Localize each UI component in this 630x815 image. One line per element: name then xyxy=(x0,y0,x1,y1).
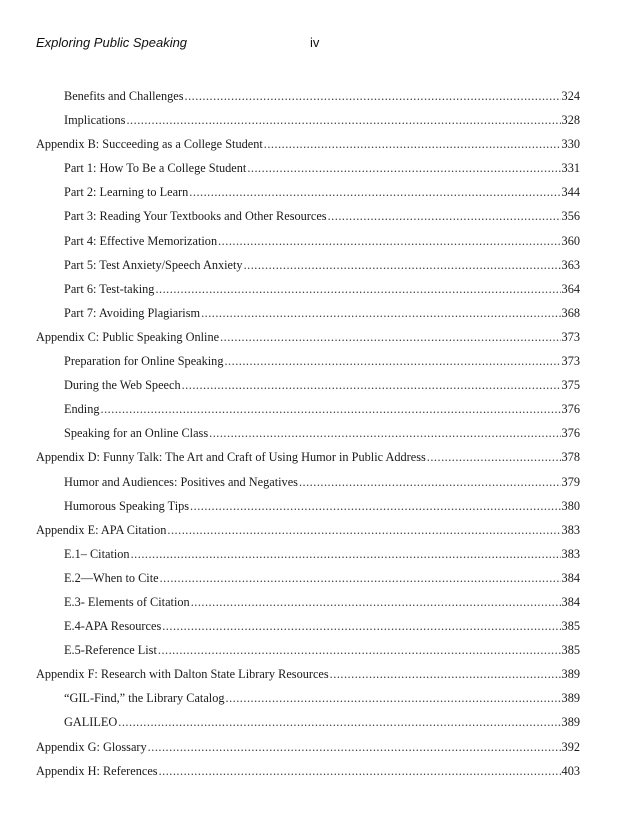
toc-entry[interactable] xyxy=(36,566,580,590)
book-title: Exploring Public Speaking xyxy=(36,35,188,50)
toc-entry[interactable] xyxy=(36,108,580,132)
toc-entry-page: 389 xyxy=(561,667,580,682)
toc-entry-title: Part 5: Test Anxiety/Speech Anxiety xyxy=(64,257,243,272)
dot-leader xyxy=(201,301,560,325)
toc-entry-title: During the Web Speech xyxy=(64,378,181,393)
dot-leader xyxy=(330,662,561,686)
toc-entry[interactable] xyxy=(36,638,580,662)
toc-entry-title: Appendix D: Funny Talk: The Art and Craft of Using Humor in Public Address xyxy=(36,450,426,465)
toc-entry-page: 385 xyxy=(561,619,580,634)
dot-leader xyxy=(247,156,560,180)
dot-leader xyxy=(328,204,561,228)
toc-entry[interactable] xyxy=(36,759,580,783)
toc-entry-page: 392 xyxy=(561,739,580,754)
toc-entry-title: Part 6: Test-taking xyxy=(64,281,155,296)
toc-entry-title: GALILEO xyxy=(64,715,118,730)
toc-entry[interactable] xyxy=(36,349,580,373)
dot-leader xyxy=(185,84,561,108)
toc-entry-page: 356 xyxy=(561,209,580,224)
toc-entry[interactable] xyxy=(36,445,580,469)
toc-entry-page: 373 xyxy=(561,329,580,344)
toc-entry-page: 375 xyxy=(561,378,580,393)
dot-leader xyxy=(220,325,560,349)
toc-entry-page: 373 xyxy=(561,354,580,369)
dot-leader xyxy=(264,132,561,156)
toc-entry-title: Part 1: How To Be a College Student xyxy=(64,161,247,176)
dot-leader xyxy=(226,686,561,710)
toc-entry[interactable] xyxy=(36,325,580,349)
toc-entry-page: 383 xyxy=(561,546,580,561)
toc-entry[interactable] xyxy=(36,180,580,204)
dot-leader xyxy=(131,542,561,566)
dot-leader xyxy=(209,421,560,445)
dot-leader xyxy=(191,590,561,614)
toc-entry-page: 389 xyxy=(561,691,580,706)
toc-entry-title: Speaking for an Online Class xyxy=(64,426,209,441)
toc-entry[interactable] xyxy=(36,686,580,710)
toc-entry[interactable] xyxy=(36,590,580,614)
toc-entry-title: E.2—When to Cite xyxy=(64,570,159,585)
toc-entry-page: 364 xyxy=(561,281,580,296)
toc-entry-page: 331 xyxy=(561,161,580,176)
toc-entry-page: 403 xyxy=(561,763,580,778)
toc-entry[interactable] xyxy=(36,470,580,494)
dot-leader xyxy=(427,445,561,469)
dot-leader xyxy=(218,229,560,253)
page-header xyxy=(36,35,594,55)
dot-leader xyxy=(162,614,560,638)
toc-entry[interactable] xyxy=(36,229,580,253)
toc-entry-title: E.4-APA Resources xyxy=(64,619,162,634)
toc-entry-page: 384 xyxy=(561,570,580,585)
dot-leader xyxy=(189,180,560,204)
toc-entry[interactable] xyxy=(36,397,580,421)
toc-entry[interactable] xyxy=(36,301,580,325)
toc-entry[interactable] xyxy=(36,614,580,638)
dot-leader xyxy=(148,735,561,759)
toc-entry-page: 324 xyxy=(561,89,580,103)
dot-leader xyxy=(160,566,561,590)
toc-entry[interactable] xyxy=(36,156,580,180)
dot-leader xyxy=(126,108,560,132)
toc-entry-page: 344 xyxy=(561,185,580,200)
toc-entry[interactable] xyxy=(36,84,580,108)
dot-leader xyxy=(190,494,561,518)
toc-entry[interactable] xyxy=(36,542,580,566)
dot-leader xyxy=(182,373,561,397)
toc-entry-title: Humor and Audiences: Positives and Negatives xyxy=(64,474,298,489)
toc-entry-title: E.1– Citation xyxy=(64,546,130,561)
toc-entry[interactable] xyxy=(36,253,580,277)
dot-leader xyxy=(155,277,560,301)
toc-entry-title: Appendix H: References xyxy=(36,763,158,778)
toc-entry-title: Appendix B: Succeeding as a College Student xyxy=(36,137,263,152)
dot-leader xyxy=(244,253,561,277)
toc-entry-title: Benefits and Challenges xyxy=(64,89,184,103)
dot-leader xyxy=(159,759,561,783)
toc-entry[interactable] xyxy=(36,735,580,759)
toc-entry-page: 360 xyxy=(561,233,580,248)
toc-entry-title: Implications xyxy=(64,113,126,128)
toc-entry-title: Appendix G: Glossary xyxy=(36,739,147,754)
toc-entry-page: 380 xyxy=(561,498,580,513)
toc-entry[interactable] xyxy=(36,373,580,397)
dot-leader xyxy=(224,349,560,373)
table-of-contents xyxy=(36,84,580,783)
toc-entry-page: 389 xyxy=(561,715,580,730)
toc-entry-page: 378 xyxy=(561,450,580,465)
toc-entry-page: 379 xyxy=(561,474,580,489)
toc-entry-page: 330 xyxy=(561,137,580,152)
toc-entry-title: Appendix E: APA Citation xyxy=(36,522,167,537)
toc-entry[interactable] xyxy=(36,710,580,734)
toc-entry-page: 376 xyxy=(561,426,580,441)
toc-entry[interactable] xyxy=(36,421,580,445)
toc-entry-title: E.5-Reference List xyxy=(64,643,157,658)
toc-entry-page: 383 xyxy=(561,522,580,537)
toc-entry-title: Part 2: Learning to Learn xyxy=(64,185,189,200)
toc-entry[interactable] xyxy=(36,204,580,228)
toc-entry-page: 376 xyxy=(561,402,580,417)
toc-entry-page: 368 xyxy=(561,305,580,320)
toc-entry-title: Part 7: Avoiding Plagiarism xyxy=(64,305,201,320)
toc-entry-page: 385 xyxy=(561,643,580,658)
dot-leader xyxy=(158,638,561,662)
toc-entry-title: Part 4: Effective Memorization xyxy=(64,233,218,248)
toc-entry-title: Appendix C: Public Speaking Online xyxy=(36,329,220,344)
toc-entry-page: 363 xyxy=(561,257,580,272)
dot-leader xyxy=(101,397,561,421)
toc-entry[interactable] xyxy=(36,494,580,518)
toc-entry-title: Appendix F: Research with Dalton State Library Resources xyxy=(36,667,329,682)
page-number: iv xyxy=(310,35,320,50)
dot-leader xyxy=(299,470,561,494)
toc-entry-title: “GIL-Find,” the Library Catalog xyxy=(64,691,225,706)
dot-leader xyxy=(118,710,560,734)
toc-entry-title: Humorous Speaking Tips xyxy=(64,498,190,513)
toc-entry-title: Preparation for Online Speaking xyxy=(64,354,224,369)
toc-entry[interactable] xyxy=(36,518,580,542)
toc-entry[interactable] xyxy=(36,662,580,686)
toc-entry-page: 384 xyxy=(561,594,580,609)
toc-entry-title: Ending xyxy=(64,402,100,417)
toc-entry-title: Part 3: Reading Your Textbooks and Other Resources xyxy=(64,209,327,224)
dot-leader xyxy=(167,518,560,542)
toc-entry[interactable] xyxy=(36,277,580,301)
toc-entry[interactable] xyxy=(36,132,580,156)
toc-entry-page: 328 xyxy=(561,113,580,128)
toc-entry-title: E.3- Elements of Citation xyxy=(64,594,190,609)
